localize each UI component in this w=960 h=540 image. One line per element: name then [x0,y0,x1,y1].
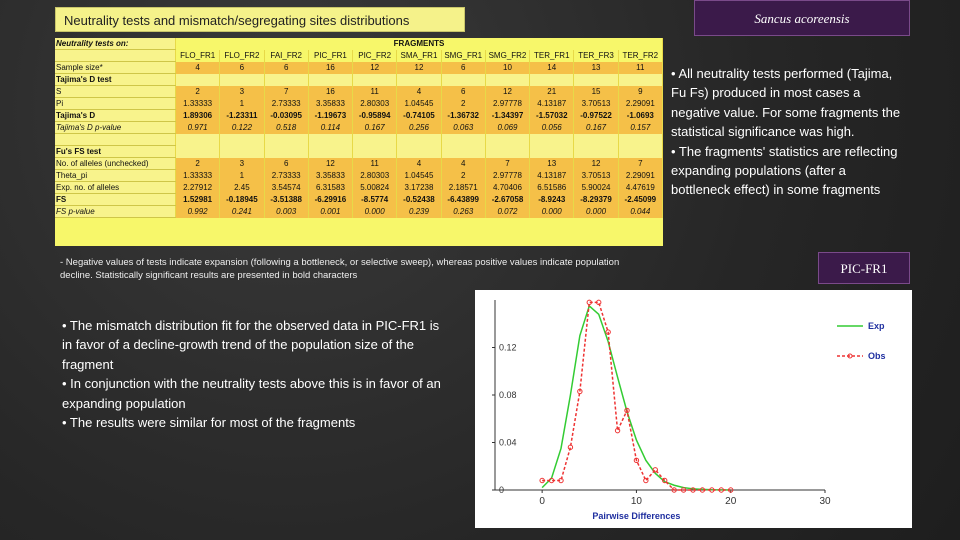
table-cell [264,146,308,158]
table-cell: 4 [176,62,220,74]
table-cell: 2.73333 [264,98,308,110]
table-cell: 6 [441,86,485,98]
table-cell: 15 [574,86,618,98]
table-cell: 9 [618,86,662,98]
table-cell [397,134,441,146]
legend-label-obs: Obs [868,351,886,361]
table-row-label: Pi [55,98,176,110]
table-cell: 4.13187 [530,170,574,182]
table-row [55,170,663,182]
data-point-obs [644,478,648,482]
table-cell: 0.518 [264,122,308,134]
table-row [55,86,663,98]
table-header-row [55,38,663,50]
table-row-label: Sample size* [55,62,176,74]
table-row [55,134,663,146]
table-column-header: PIC_FR1 [308,50,352,62]
table-column-header: SMG_FR2 [485,50,529,62]
table-cell: 7 [618,158,662,170]
table-column-header: SMA_FR1 [397,50,441,62]
table-row-label: Tajima's D p-value [55,122,176,134]
table-cell [264,134,308,146]
table-cell: 13 [530,158,574,170]
table-cell: 6 [441,62,485,74]
table-cell: 6 [220,62,264,74]
table-cell: 3 [220,86,264,98]
table-cell: -1.34397 [485,110,529,122]
table-cell: 0.256 [397,122,441,134]
fragments-group-header: FRAGMENTS [176,38,663,50]
table-cell: 2.27912 [176,182,220,194]
table-column-header: SMG_FR1 [441,50,485,62]
table-cell: -0.52438 [397,194,441,206]
table-cell: -0.03095 [264,110,308,122]
table-cell: 3.35833 [308,98,352,110]
table-cell [176,134,220,146]
table-cell [530,146,574,158]
table-cell: 4.13187 [530,98,574,110]
table-column-header: FLO_FR2 [220,50,264,62]
table-corner-cell: Neutrality tests on: [55,38,176,50]
table-cell: -0.95894 [353,110,397,122]
right-bullet-1: • All neutrality tests performed (Tajima, Fu Fs) produced in most cases a negative value. For some fragments the statistical significance was high. [671,66,901,140]
table-cell [485,134,529,146]
table-cell: 11 [618,62,662,74]
table-row-label: No. of alleles (unchecked) [55,158,176,170]
table-cell [441,134,485,146]
table-cell: 2.80303 [353,98,397,110]
table-cell: -6.43899 [441,194,485,206]
left-bullet-1: • The mismatch distribution fit for the observed data in PIC-FR1 is in favor of a decline-growth trend of the population size of the fragment [62,318,440,372]
y-tick-label: 0 [499,485,505,495]
table-cell: 2.80303 [353,170,397,182]
table-row [55,122,663,134]
table-footnote: - Negative values of tests indicate expansion (following a bottleneck, or selective sweep), whereas positive values indicate population decline. Statistically significant results are presented in bold characters [60,257,620,281]
table-cell [353,146,397,158]
table-cell: 2.73333 [264,170,308,182]
table-cell: -1.23311 [220,110,264,122]
table-cell: 7 [485,158,529,170]
table-cell [618,74,662,86]
table-cell: -1.36732 [441,110,485,122]
chart-label: PIC-FR1 [818,252,910,284]
table-cell [397,146,441,158]
table-cell: 12 [485,86,529,98]
table-cell: 6 [264,62,308,74]
table-cell: -1.19673 [308,110,352,122]
table-cell: 1.04545 [397,170,441,182]
table-row [55,158,663,170]
table-cell: 4 [397,86,441,98]
left-bullet-list [62,316,442,432]
table-cell: 0.072 [485,206,529,218]
table-cell: 1.33333 [176,98,220,110]
data-point-obs [653,468,657,472]
table-cell: 3 [220,158,264,170]
table-cell: 2.18571 [441,182,485,194]
left-bullet-2: • In conjunction with the neutrality tests above this is in favor of an expanding population [62,376,441,411]
table-cell: 12 [397,62,441,74]
table-row [55,98,663,110]
table-cell [176,146,220,158]
table-cell: -8.5774 [353,194,397,206]
table-cell: 1.33333 [176,170,220,182]
table-cell: 0.122 [220,122,264,134]
table-cell: 3.35833 [308,170,352,182]
species-label: Sancus acoreensis [694,0,910,36]
table-cell: 0.000 [353,206,397,218]
legend-label-exp: Exp [868,321,885,331]
table-row-label: S [55,86,176,98]
slide-title: Neutrality tests and mismatch/segregating sites distributions [55,7,465,32]
table-column-header: TER_FR1 [530,50,574,62]
table-cell: -0.74105 [397,110,441,122]
table-cell: 2.29091 [618,170,662,182]
table-row [55,146,663,158]
table-cell: 0.003 [264,206,308,218]
table-cell [308,74,352,86]
table-cell [574,146,618,158]
table-cell: 3.54574 [264,182,308,194]
table-cell: -8.29379 [574,194,618,206]
table-cell: 4 [441,158,485,170]
table-cell [397,74,441,86]
mismatch-chart-svg [475,290,912,528]
right-bullet-2: • The fragments' statistics are reflecting expanding populations (after a bottleneck effect) in some fragments [671,143,898,198]
table-cell: 14 [530,62,574,74]
y-tick-label: 0.12 [499,342,517,353]
table-cell [308,134,352,146]
table-cell: 2.45 [220,182,264,194]
neutrality-table-panel [55,38,663,246]
table-cell: -1.57032 [530,110,574,122]
x-axis-label: Pairwise Differences [592,511,681,521]
x-tick-label: 0 [539,496,545,507]
table-cell [176,74,220,86]
table-cell [441,146,485,158]
table-row [55,110,663,122]
table-cell: -2.45099 [618,194,662,206]
table-cell: 0.000 [574,206,618,218]
table-cell: 1.04545 [397,98,441,110]
table-row [55,62,663,74]
table-cell: 13 [574,62,618,74]
table-cell: 4.70406 [485,182,529,194]
table-cell: 0.044 [618,206,662,218]
table-column-header: TER_FR2 [618,50,662,62]
table-cell: 0.263 [441,206,485,218]
table-cell: 4.47619 [618,182,662,194]
table-cell: 6.51586 [530,182,574,194]
table-cell: 5.90024 [574,182,618,194]
table-cell: 1 [220,98,264,110]
table-row [55,182,663,194]
table-cell: 2.97778 [485,170,529,182]
table-cell [618,134,662,146]
table-cell: 12 [353,62,397,74]
neutrality-table [55,38,663,218]
table-cell: 1 [220,170,264,182]
table-row-label: Theta_pi [55,170,176,182]
table-cell: -0.97522 [574,110,618,122]
table-column-header: FAI_FR2 [264,50,308,62]
table-cell: 7 [264,86,308,98]
table-cell [485,146,529,158]
table-column-header: TER_FR3 [574,50,618,62]
table-cell: 0.069 [485,122,529,134]
table-row-label: Fu's FS test [55,146,176,158]
table-column-header-blank [55,50,176,62]
table-cell: 1.89306 [176,110,220,122]
table-cell [220,134,264,146]
table-cell [574,134,618,146]
table-cell: 2 [441,98,485,110]
right-bullet-list [671,64,901,200]
table-cell: -3.51388 [264,194,308,206]
table-cell: 1.52981 [176,194,220,206]
table-cell: 0.992 [176,206,220,218]
table-column-header: PIC_FR2 [353,50,397,62]
table-cell [308,146,352,158]
table-row-label [55,134,176,146]
table-cell: 4 [397,158,441,170]
table-row [55,194,663,206]
table-cell: 5.00824 [353,182,397,194]
table-cell: 2 [441,170,485,182]
table-cell: 12 [574,158,618,170]
table-cell: 0.971 [176,122,220,134]
table-cell [618,146,662,158]
table-cell: 2.97778 [485,98,529,110]
table-cell [574,74,618,86]
mismatch-chart [475,290,912,528]
left-bullet-3: • The results were similar for most of the fragments [62,415,356,431]
table-cell: 0.239 [397,206,441,218]
table-cell: 11 [353,86,397,98]
x-tick-label: 10 [630,496,642,507]
x-tick-label: 30 [819,496,831,507]
table-cell: 0.114 [308,122,352,134]
table-row-label: Tajima's D test [55,74,176,86]
table-cell: 11 [353,158,397,170]
table-row-label: FS p-value [55,206,176,218]
table-cell: 16 [308,86,352,98]
table-cell: 0.157 [618,122,662,134]
table-cell: 0.167 [353,122,397,134]
table-cell [220,146,264,158]
table-cell: 16 [308,62,352,74]
table-row-label: Exp. no. of alleles [55,182,176,194]
table-column-header: FLO_FR1 [176,50,220,62]
table-cell: -6.29916 [308,194,352,206]
table-cell [353,134,397,146]
table-cell: 21 [530,86,574,98]
table-cell: 0.241 [220,206,264,218]
table-row [55,206,663,218]
table-cell [264,74,308,86]
table-row [55,74,663,86]
table-cell [353,74,397,86]
table-cell [220,74,264,86]
table-cell [441,74,485,86]
table-cell: -0.18945 [220,194,264,206]
table-cell: 0.000 [530,206,574,218]
x-tick-label: 20 [725,496,737,507]
table-row-label: Tajima's D [55,110,176,122]
table-cell: 2 [176,86,220,98]
table-row-label: FS [55,194,176,206]
table-cell: 0.056 [530,122,574,134]
table-cell: 10 [485,62,529,74]
table-cell: 6.31583 [308,182,352,194]
table-cell: 0.001 [308,206,352,218]
table-cell [530,74,574,86]
table-cell: -8.9243 [530,194,574,206]
y-tick-label: 0.04 [499,437,517,448]
table-cell: -1.0693 [618,110,662,122]
table-cell: 0.167 [574,122,618,134]
table-cell: 3.70513 [574,170,618,182]
table-cell: 2.29091 [618,98,662,110]
table-cell: 12 [308,158,352,170]
table-cell: 3.17238 [397,182,441,194]
table-cell: 0.063 [441,122,485,134]
y-tick-label: 0.08 [499,390,517,400]
table-cell: 6 [264,158,308,170]
table-cell: 2 [176,158,220,170]
table-cell [485,74,529,86]
table-cell: 3.70513 [574,98,618,110]
table-cell: -2.67058 [485,194,529,206]
table-cell [530,134,574,146]
table-column-header-row [55,50,663,62]
